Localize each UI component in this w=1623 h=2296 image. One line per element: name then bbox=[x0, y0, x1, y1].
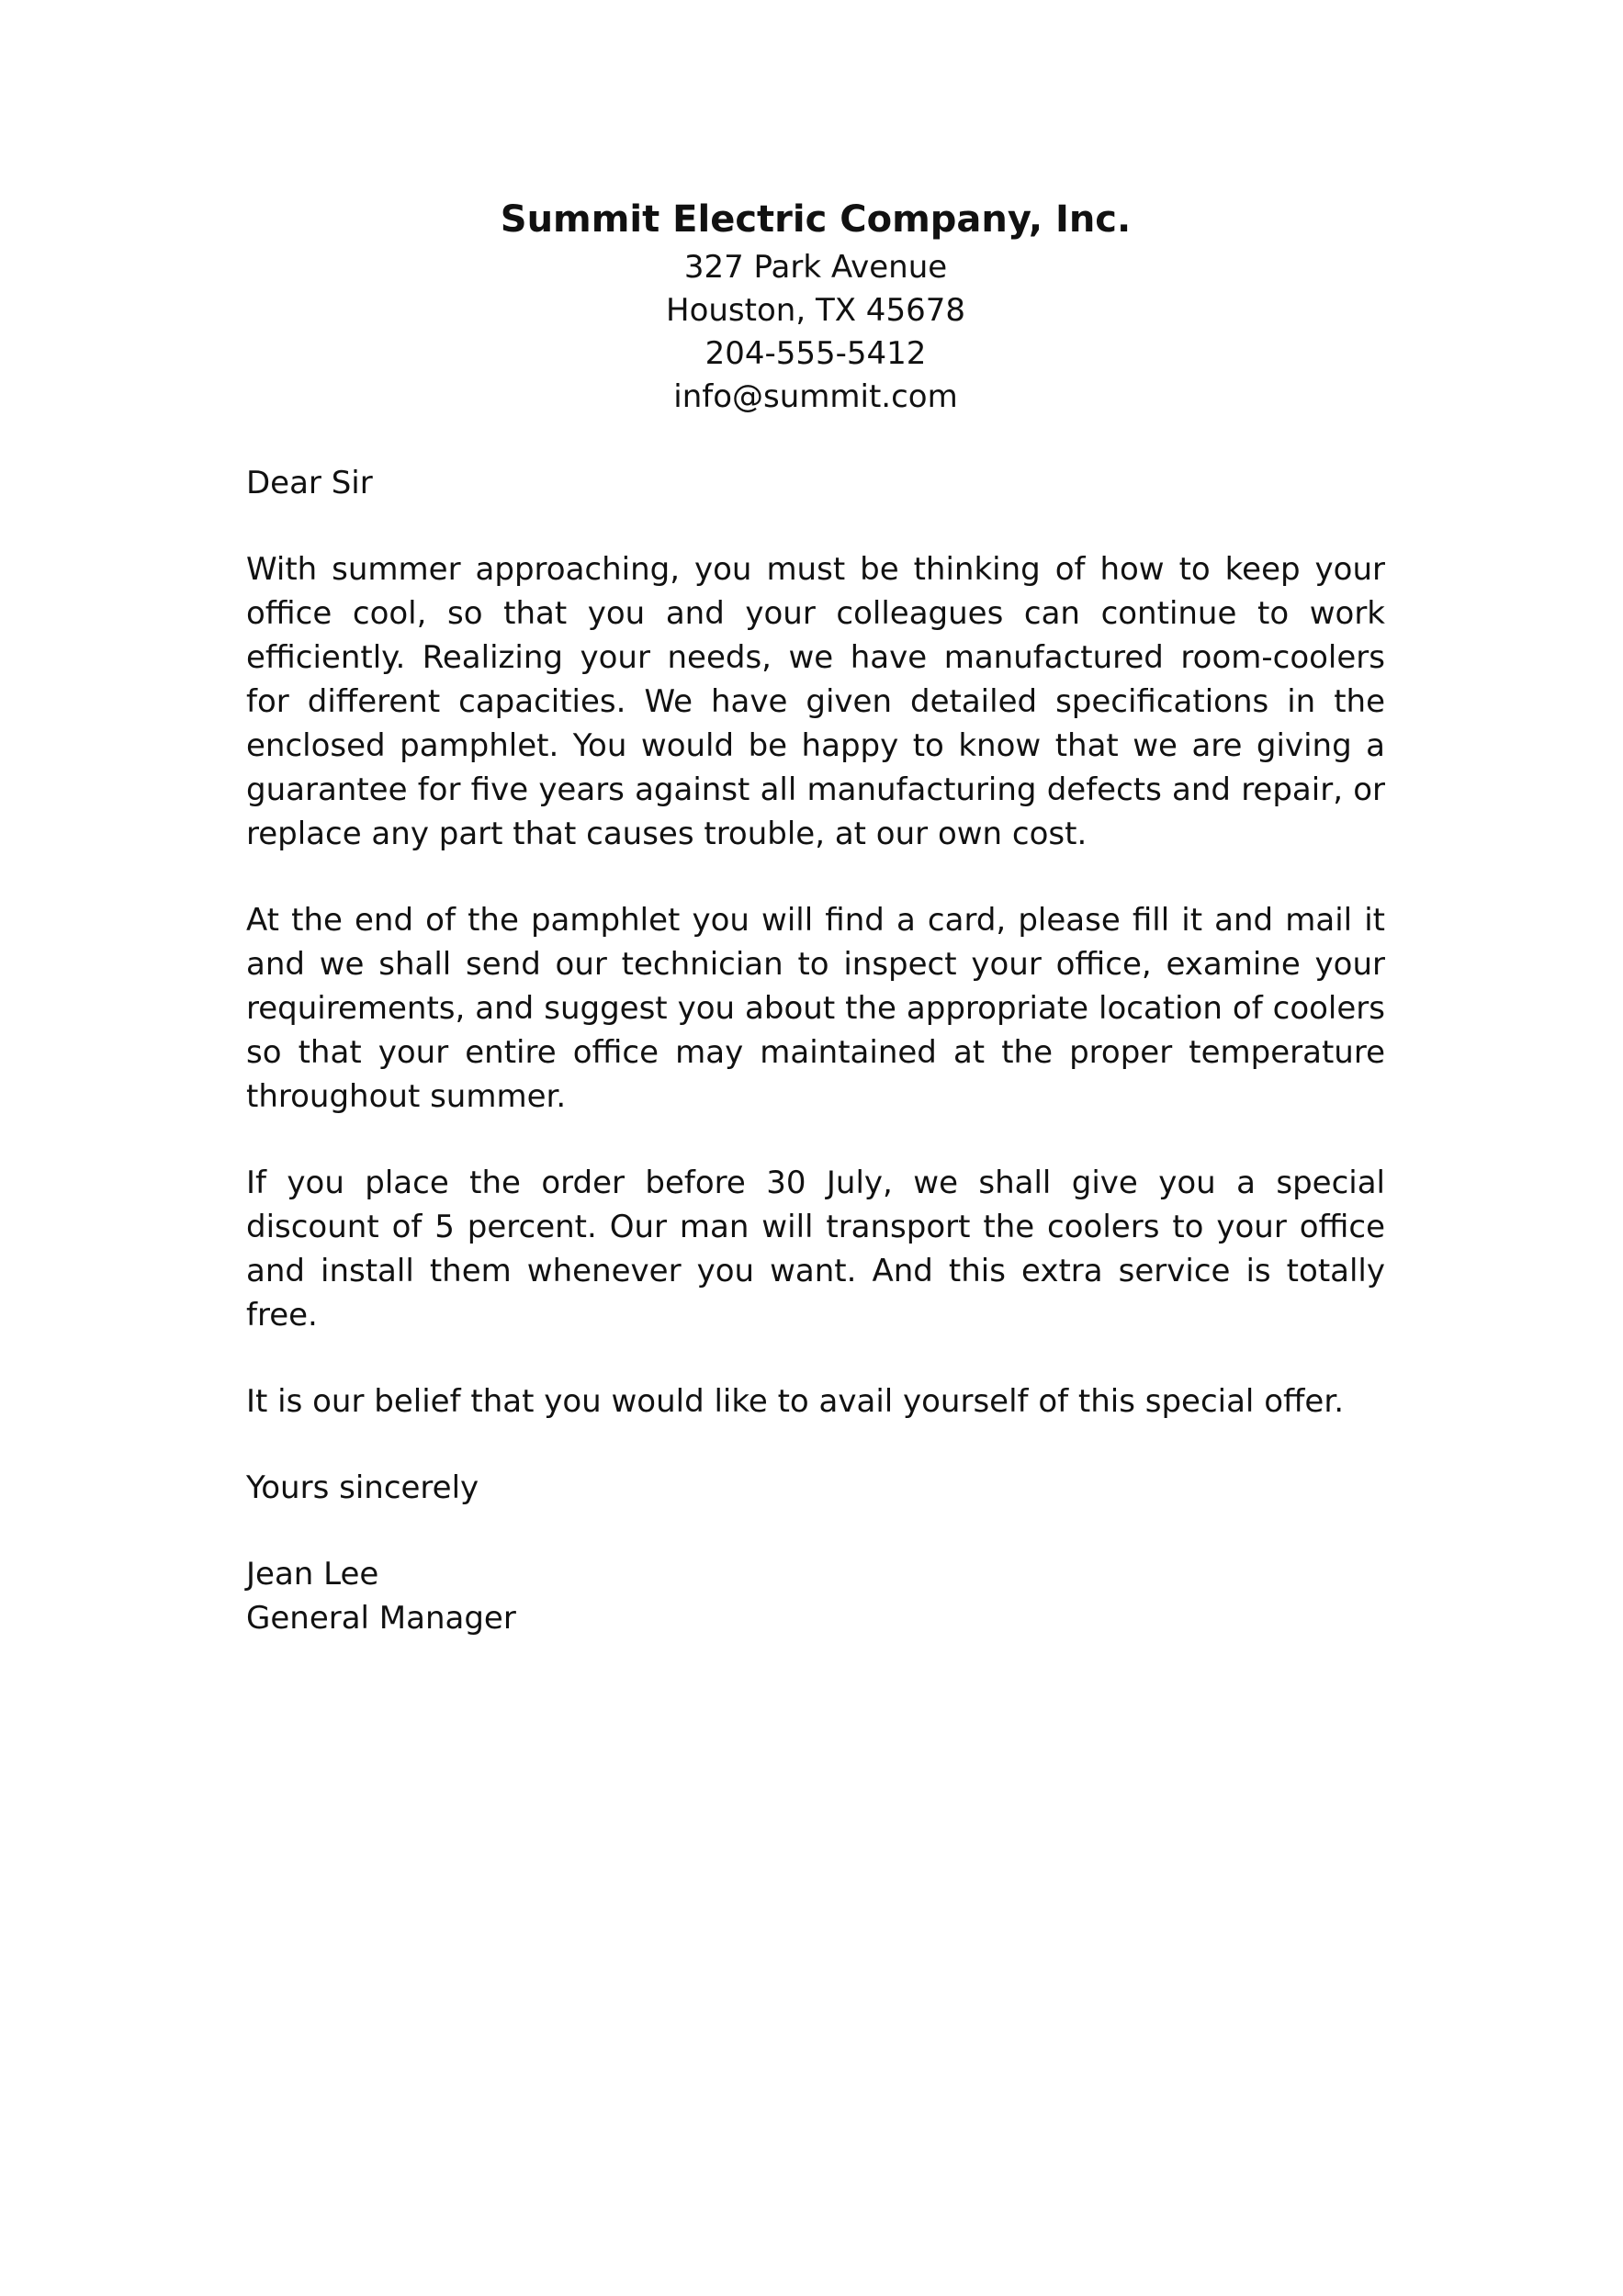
closing: Yours sincerely bbox=[246, 1469, 479, 1506]
letter bbox=[246, 193, 1385, 1640]
email-address: info@summit.com bbox=[673, 378, 958, 415]
company-name: Summit Electric Company, Inc. bbox=[500, 198, 1132, 241]
signer-title: General Manager bbox=[246, 1600, 516, 1637]
salutation: Dear Sir bbox=[246, 465, 373, 501]
paragraph-4: It is our belief that you would like to avail yourself of this special offer. bbox=[246, 1383, 1344, 1420]
paragraph-1: With summer approaching, you must be thinking of how to keep your office cool, so that you and your colleagues can continue to work efficiently. Realizing your needs, we have manufactured room-coolers for different capacities. We have given detailed specifications in the enclosed pamphlet. You would be happy to know that we are giving a guarantee for five years against all manufacturing defects and repair, or replace any part that causes trouble, at our own cost. bbox=[246, 551, 1385, 852]
signer-name: Jean Lee bbox=[246, 1556, 379, 1593]
signature-block bbox=[246, 1552, 1385, 1640]
paragraph-3: If you place the order before 30 July, we shall give you a special discount of 5 percent. Our man will transport the coolers to your office and install them whenever you want. And this extra service is totally free. bbox=[246, 1165, 1385, 1334]
letterhead bbox=[246, 193, 1385, 419]
address-line-1: 327 Park Avenue bbox=[683, 249, 948, 286]
paragraph-2: At the end of the pamphlet you will find a card, please fill it and mail it and we shall send our technician to inspect your office, examine your requirements, and suggest you about the appropriate location of coolers so that your entire office may maintained at the proper temperature throughout summer. bbox=[246, 902, 1385, 1115]
phone-number: 204-555-5412 bbox=[704, 335, 927, 372]
address-line-2: Houston, TX 45678 bbox=[666, 292, 965, 329]
